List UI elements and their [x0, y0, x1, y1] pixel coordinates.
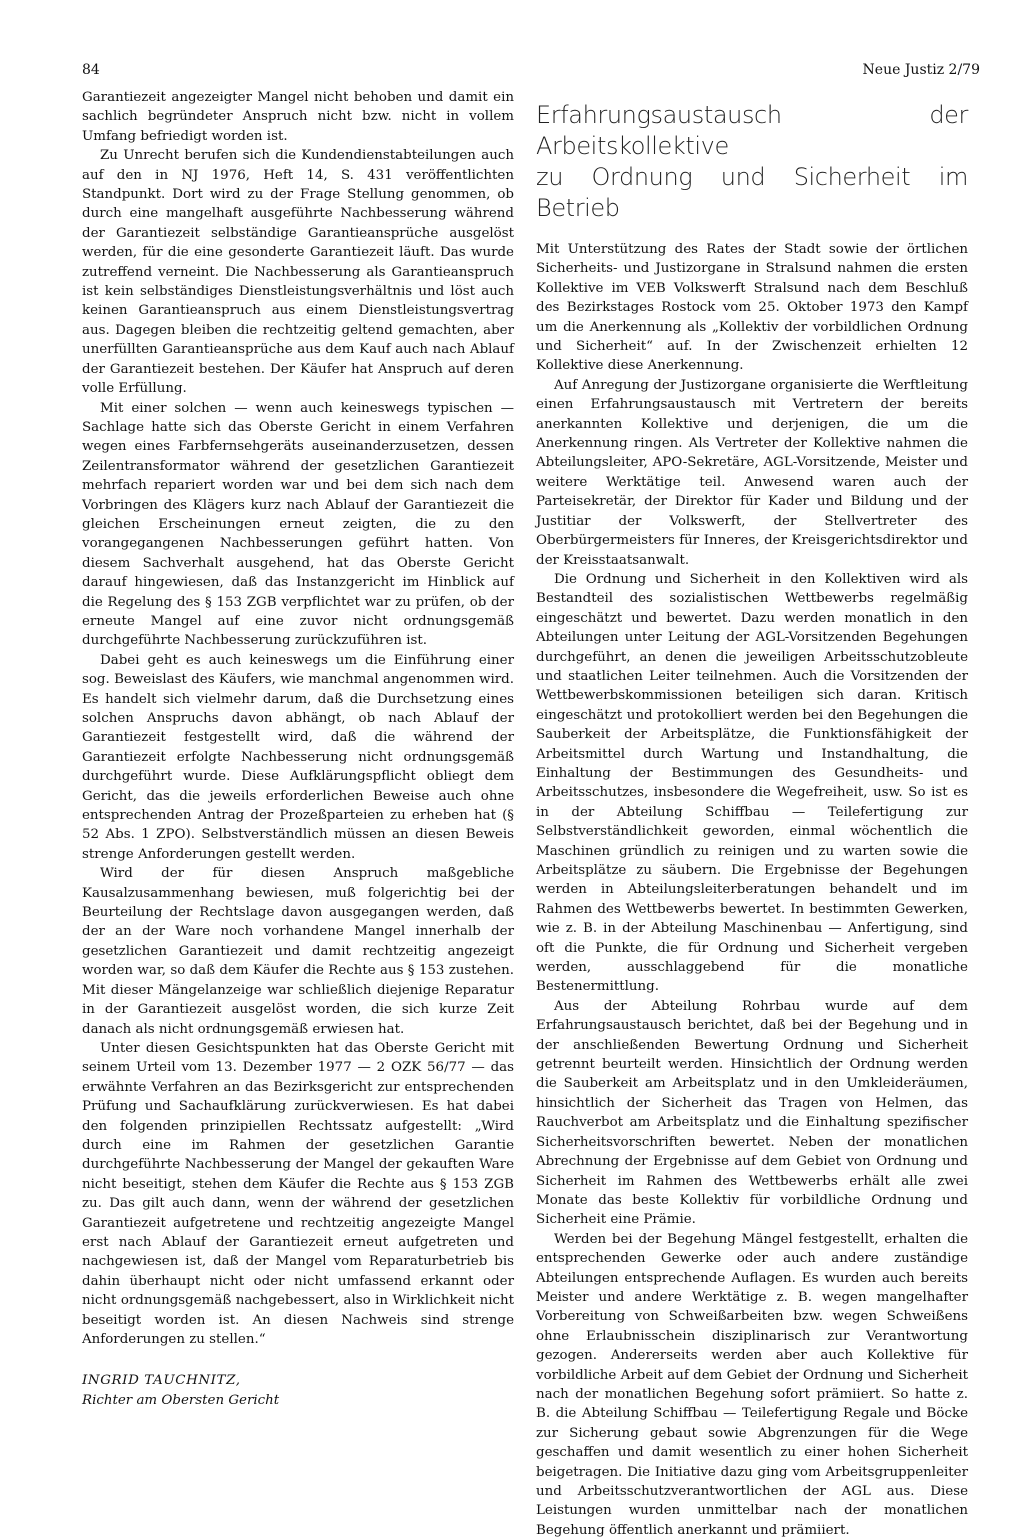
article-title-line: zu Ordnung und Sicherheit im Betrieb: [536, 163, 968, 222]
right-paragraph: Auf Anregung der Justizorgane organisierte die Werftleitung einen Erfahrungsaustausch mit Vertretern der bereits anerkannten Kollektive und derjenigen, die um die Anerkennung ringen. Als Vertreter der Kollektive nahmen die Abteilungsleiter, APO-Sekretäre, AGL-Vorsitzende, Meister und weitere Werktätige teil. Anwesend waren auch der Parteisekretär, der Direktor für Kader und Bildung und der Justitiar der Volkswerft, der Stellvertreter des Oberbürgermeisters für Inneres, der Kreisgerichtsdirektor und der Kreisstaatsanwalt.: [536, 377, 968, 568]
article-title-line: Erfahrungsaustausch der Arbeitskollektive: [536, 101, 968, 160]
right-paragraph: Mit Unterstützung des Rates der Stadt sowie der örtlichen Sicherheits- und Justizorgane in Stralsund nahmen die ersten Kollektive im VEB Volkswerft Stralsund nach dem Beschluß des Bezirkstages Rostock vom 25. Oktober 1973 den Kampf um die Anerkennung als „Kollektiv der vorbildlichen Ordnung und Sicherheit“ auf. In der Zwischenzeit erhielten 12 Kollektive diese Anerkennung.: [536, 242, 968, 374]
author-name: INGRID TAUCHNITZ,: [82, 1373, 241, 1389]
journal-issue: Neue Justiz 2/79: [862, 62, 980, 78]
left-paragraph: Garantiezeit angezeigter Mangel nicht behoben und damit ein sachlich begründeter Anspruch nicht bzw. nicht in vollem Umfang befriedigt worden ist.: [82, 90, 514, 144]
page-header: [82, 62, 980, 86]
page-number: 84: [82, 62, 100, 78]
right-paragraph: Aus der Abteilung Rohrbau wurde auf dem Erfahrungsaustausch berichtet, daß bei der Begehung und in der anschließenden Bewertung Ordnung und Sicherheit getrennt beurteilt werden. Hinsichtlich der Ordnung werden die Sauberkeit am Arbeitsplatz und in den Umkleideräumen, hinsichtlich der Sicherheit das Tragen von Helmen, das Rauchverbot am Arbeitsplatz und die Einhaltung spezifischer Sicherheitsvorschriften bewertet. Neben der monatlichen Abrechnung der Ergebnisse auf dem Gebiet von Ordnung und Sicherheit im Rahmen des Wettbewerbs erhält alle zwei Monate das beste Kollektiv für vorbildliche Ordnung und Sicherheit eine Prämie.: [536, 998, 968, 1228]
author-signature: [82, 1371, 514, 1410]
article-title: [536, 100, 968, 224]
left-paragraph: Dabei geht es auch keineswegs um die Einführung einer sog. Beweislast des Käufers, wie manchmal angenommen wird. Es handelt sich vielmehr darum, daß die Durchsetzung eines solchen Anspruchs davon abhängt, ob nach Ablauf der Garantiezeit festgestellt wird, daß die während der Garantiezeit erfolgte Nachbesserung nicht ordnungsgemäß durchgeführt wurde. Diese Aufklärungspflicht obliegt dem Gericht, das die jeweils erforderlichen Beweise auch ohne entsprechenden Antrag der Prozeßparteien zu erheben hat (§ 52 Abs. 1 ZPO). Selbstverständlich müssen an diesen Beweis strenge Anforderungen gestellt werden.: [82, 652, 514, 862]
left-paragraph: Wird der für diesen Anspruch maßgebliche Kausalzusammenhang bewiesen, muß folgerichtig bei der Beurteilung der Rechtslage davon ausgegangen werden, daß der an der Ware noch vorhandene Mangel innerhalb der gesetzlichen Garantiezeit und damit rechtzeitig angezeigt worden war, so daß dem Käufer die Rechte aus § 153 zustehen. Mit dieser Mängelanzeige war schließlich diejenige Reparatur in der Garantiezeit ausgelöst worden, die sich kurze Zeit danach als nicht ordnungsgemäß erwiesen hat.: [82, 866, 514, 1037]
right-paragraph: Die Ordnung und Sicherheit in den Kollektiven wird als Bestandteil des sozialistischen Wettbewerbs regelmäßig eingeschätzt und bewertet. Dazu werden monatlich in den Abteilungen unter Leitung der AGL-Vorsitzenden Begehungen durchgeführt, an denen die jeweiligen Arbeitsschutzobleute und staatlichen Leiter teilnehmen. Auch die Vorsitzenden der Wettbewerbskommissionen beteiligen sich daran. Kritisch eingeschätzt und protokolliert werden bei den Begehungen die Sauberkeit der Arbeitsplätze, die Funktionsfähigkeit der Arbeitsmittel durch Wartung und Instandhaltung, die Einhaltung der Bestimmungen des Gesundheits- und Arbeitsschutzes, insbesondere die Wegefreiheit, usw. So ist es in der Abteilung Schiffbau — Teilefertigung zur Selbstverständlichkeit geworden, einmal wöchentlich die Maschinen gründlich zu reinigen und zu warten sowie die Arbeitsplätze zu säubern. Die Ergebnisse der Begehungen werden in Abteilungsleiterberatungen behandelt und im Rahmen des Wettbewerbs bewertet. In bestimmten Gewerken, wie z. B. in der Abteilung Maschinenbau — Anfertigung, sind oft die Punkte, die für Ordnung und Sicherheit vergeben werden, ausschlaggebend für die monatliche Bestenermittlung.: [536, 571, 968, 995]
left-paragraph: Zu Unrecht berufen sich die Kundendienstabteilungen auch auf den in NJ 1976, Heft 14, S. 431 veröffentlichten Standpunkt. Dort wird zu der Frage Stellung genommen, ob durch eine mangelhaft ausgeführte Nachbesserung während der Garantiezeit selbständige Garantieansprüche ausgelöst werden, für die eine gesonderte Garantiezeit läuft. Das wurde zutreffend verneint. Die Nachbesserung als Garantieanspruch ist kein selbständiges Dienstleistungsverhältnis und löst auch keinen Garantieanspruch aus einem Dienstleistungsvertrag aus. Dagegen bleiben die rechtzeitig geltend gemachten, aber unerfüllten Garantieansprüche aus dem Kauf auch nach Ablauf der Garantiezeit bestehen. Der Käufer hat Anspruch auf deren volle Erfüllung.: [82, 148, 514, 397]
right-column: [536, 100, 968, 1540]
author-title: Richter am Obersten Gericht: [82, 1392, 280, 1408]
right-paragraph: Werden bei der Begehung Mängel festgestellt, erhalten die entsprechenden Gewerke oder auch andere zuständige Abteilungen entsprechende Auflagen. Es wurden auch bereits Meister und andere Werktätige z. B. wegen mangelhafter Vorbereitung von Schweißarbeiten bzw. wegen Schweißens ohne Erlaubnisschein disziplinarisch zur Verantwortung gezogen. Andererseits werden aber auch Kollektive für vorbildliche Arbeit auf dem Gebiet der Ordnung und Sicherheit nach der monatlichen Begehung sofort prämiiert. So hatte z. B. die Abteilung Schiffbau — Teilefertigung Regale und Böcke zur Sicherung gebaut sowie Abgrenzungen für die Wege geschaffen und damit wesentlich zu einer hohen Sicherheit beigetragen. Die Initiative dazu ging vom Arbeitsgruppenleiter und Arbeitsschutzverantwortlichen der AGL aus. Diese Leistungen wurden unmittelbar nach der monatlichen Begehung öffentlich anerkannt und prämiiert.: [536, 1231, 968, 1538]
left-column: [82, 88, 514, 1410]
left-paragraph: Mit einer solchen — wenn auch keineswegs typischen — Sachlage hatte sich das Oberste Gericht in einem Verfahren wegen eines Farbfernsehgeräts auseinanderzusetzen, dessen Zeilentransformator während der gesetzlichen Garantiezeit mehrfach repariert worden war und bei dem sich nach dem Vorbringen des Klägers kurz nach Ablauf der Garantiezeit die gleichen Erscheinungen erneut zeigten, die zu den vorangegangenen Nachbesserungen geführt hatten. Von diesem Sachverhalt ausgehend, hat das Oberste Gericht darauf hingewiesen, daß das Instanzgericht im Hinblick auf die Regelung des § 153 ZGB verpflichtet war zu prüfen, ob der erneute Mangel auf eine zuvor nicht ordnungsgemäß durchgeführte Nachbesserung zurückzuführen ist.: [82, 400, 514, 649]
left-paragraph: Unter diesen Gesichtspunkten hat das Oberste Gericht mit seinem Urteil vom 13. Dezember 1977 — 2 OZK 56/77 — das erwähnte Verfahren an das Bezirksgericht zur entsprechenden Prüfung und Sachaufklärung zurückverwiesen. Es hat dabei den folgenden prinzipiellen Rechtssatz aufgestellt: „Wird durch eine im Rahmen der gesetzlichen Garantie durchgeführte Nachbesserung der Mangel der gekauften Ware nicht beseitigt, stehen dem Käufer die Rechte aus § 153 ZGB zu. Das gilt auch dann, wenn der während der gesetzlichen Garantiezeit aufgetretene und rechtzeitig angezeigte Mangel erst nach Ablauf der Garantiezeit erneut aufgetreten und nachgewiesen ist, daß der Mangel vom Reparaturbetrieb bis dahin überhaupt nicht oder nicht umfassend erkannt oder nicht ordnungsgemäß nachgebessert, also in Wirklichkeit nicht beseitigt worden ist. An diesen Nachweis sind strenge Anforderungen zu stellen.“: [82, 1040, 514, 1347]
